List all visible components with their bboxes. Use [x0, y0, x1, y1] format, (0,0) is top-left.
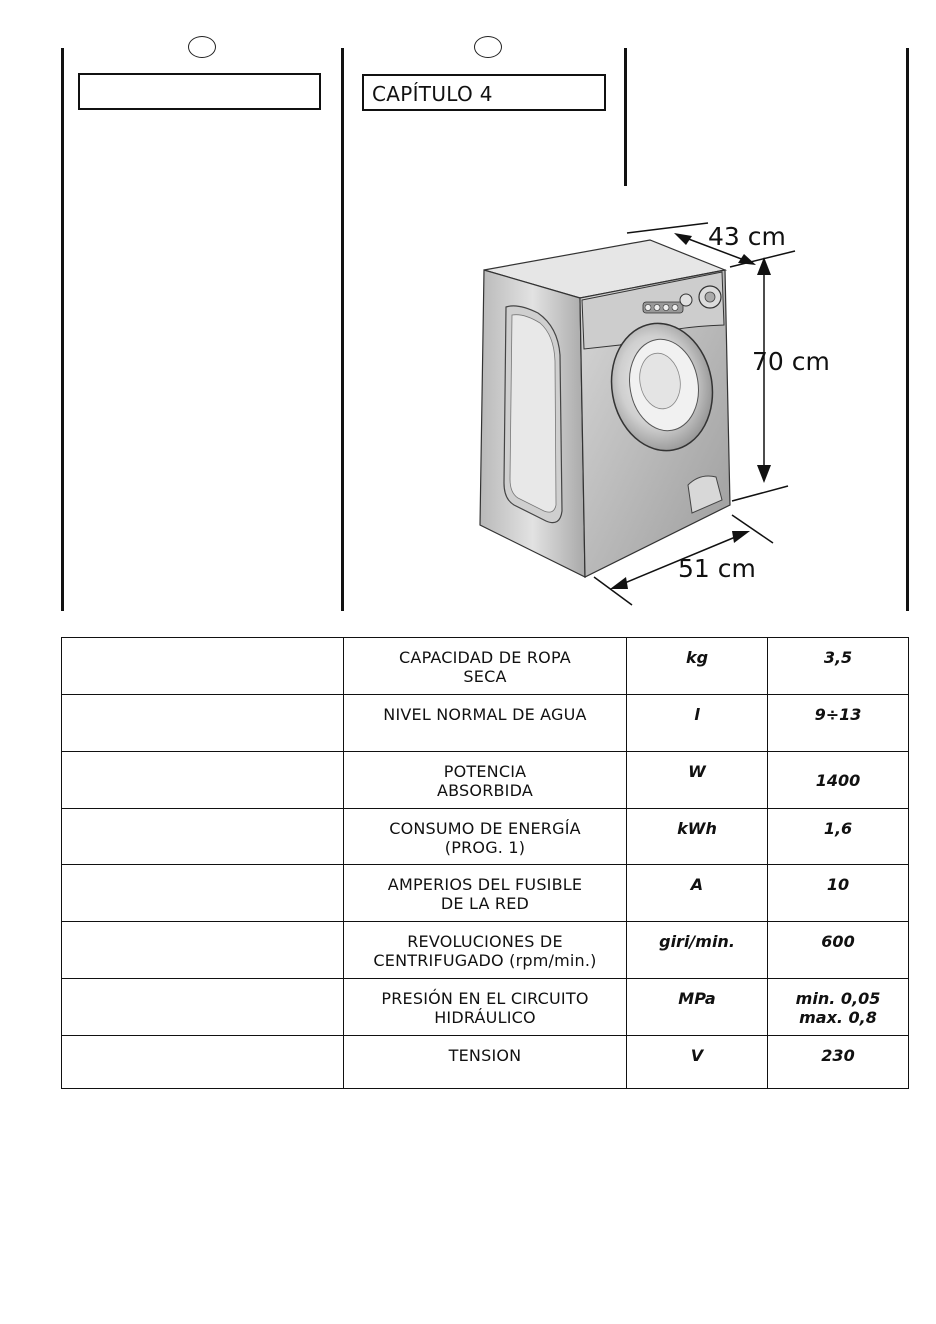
spec-unit-cell: MPa — [627, 979, 768, 1036]
spec-blank-cell — [62, 865, 344, 922]
spec-name-line: NIVEL NORMAL DE AGUA — [383, 705, 587, 724]
chapter-title-middle: CAPÍTULO 4 — [372, 82, 493, 106]
spec-value-line: 230 — [821, 1046, 855, 1065]
spec-name-cell — [344, 865, 627, 922]
spec-unit-cell: giri/min. — [627, 922, 768, 979]
height-dimension-label: 70 cm — [752, 347, 830, 376]
spec-value-cell — [768, 752, 909, 809]
spec-name-cell — [344, 979, 627, 1036]
spec-row — [62, 1036, 909, 1089]
spec-value-line: 10 — [826, 875, 850, 894]
spec-unit-cell: kWh — [627, 809, 768, 865]
spec-value-cell — [768, 979, 909, 1036]
column-divider-right-short — [624, 48, 627, 186]
spec-blank-cell — [62, 752, 344, 809]
spec-row — [62, 922, 909, 979]
chapter-title-left — [80, 75, 319, 81]
spec-name-line: CAPACIDAD DE ROPA — [399, 648, 571, 667]
language-circle-left — [188, 36, 216, 58]
spec-blank-cell — [62, 809, 344, 865]
program-knob-small — [680, 294, 692, 306]
spec-value-cell — [768, 695, 909, 752]
spec-row — [62, 695, 909, 752]
spec-name-cell — [344, 922, 627, 979]
depth-dimension-label: 51 cm — [678, 554, 756, 583]
column-divider-middle — [341, 48, 344, 611]
spec-value-line: min. 0,05 — [795, 989, 881, 1008]
spec-value-line: 600 — [821, 932, 855, 951]
spec-name-line: TENSION — [448, 1046, 522, 1065]
spec-unit-cell: V — [627, 1036, 768, 1089]
spec-value-cell — [768, 1036, 909, 1089]
spec-name-cell — [344, 638, 627, 695]
spec-name-line: DE LA RED — [440, 894, 530, 913]
spec-table-body — [62, 638, 909, 1089]
spec-value-cell — [768, 809, 909, 865]
spec-row — [62, 979, 909, 1036]
spec-name-line: SECA — [463, 667, 507, 686]
spec-name-cell — [344, 752, 627, 809]
spec-unit-cell: l — [627, 695, 768, 752]
spec-row — [62, 809, 909, 865]
spec-unit-cell: kg — [627, 638, 768, 695]
technical-specifications-table — [61, 637, 909, 1089]
spec-blank-cell — [62, 695, 344, 752]
spec-name-line: CONSUMO DE ENERGÍA — [389, 819, 581, 838]
spec-value-line: max. 0,8 — [799, 1008, 877, 1027]
spec-name-line: REVOLUCIONES DE — [407, 932, 563, 951]
spec-name-line: ABSORBIDA — [437, 781, 533, 800]
spec-value-line: 1,6 — [823, 819, 853, 838]
spec-name-cell — [344, 809, 627, 865]
spec-name-line: PRESIÓN EN EL CIRCUITO — [381, 989, 589, 1008]
spec-name-line: AMPERIOS DEL FUSIBLE — [387, 875, 583, 894]
spec-blank-cell — [62, 979, 344, 1036]
spec-unit-cell: W — [627, 752, 768, 809]
spec-name-cell — [344, 1036, 627, 1089]
spec-value-line: 1400 — [815, 770, 861, 790]
spec-unit-cell: A — [627, 865, 768, 922]
spec-name-line: (PROG. 1) — [444, 838, 526, 857]
spec-value-line: 3,5 — [823, 648, 853, 667]
washing-machine-diagram — [460, 215, 840, 615]
language-circle-middle — [474, 36, 502, 58]
spec-row — [62, 638, 909, 695]
spec-blank-cell — [62, 638, 344, 695]
column-divider-far-right — [906, 48, 909, 611]
chapter-box-middle — [362, 74, 606, 111]
spec-name-cell — [344, 695, 627, 752]
spec-row — [62, 865, 909, 922]
width-dimension-label: 43 cm — [708, 222, 786, 251]
spec-name-line: HIDRÁULICO — [434, 1008, 536, 1027]
spec-blank-cell — [62, 1036, 344, 1089]
chapter-box-left — [78, 73, 321, 110]
column-divider-left — [61, 48, 64, 611]
spec-value-cell — [768, 638, 909, 695]
spec-value-cell — [768, 865, 909, 922]
spec-name-line: CENTRIFUGADO (rpm/min.) — [373, 951, 597, 970]
spec-row — [62, 752, 909, 809]
spec-value-line: 9÷13 — [814, 705, 862, 724]
spec-value-cell — [768, 922, 909, 979]
spec-blank-cell — [62, 922, 344, 979]
spec-name-line: POTENCIA — [443, 762, 527, 781]
